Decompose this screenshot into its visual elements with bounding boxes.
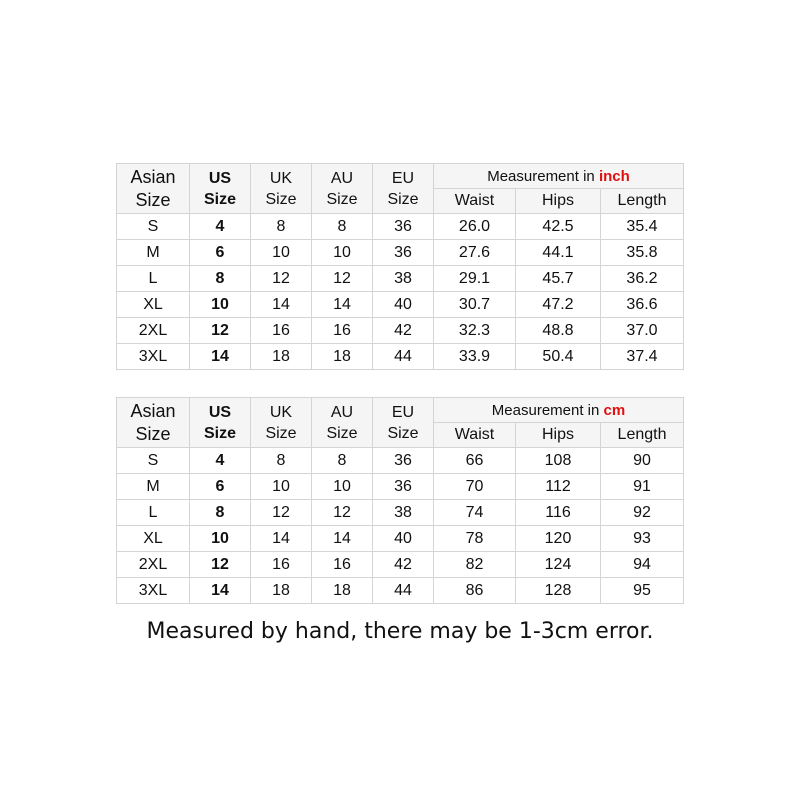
cell-uk-size: 8	[251, 214, 312, 240]
cell-eu-size: 40	[373, 526, 434, 552]
cell-uk-size: 18	[251, 344, 312, 370]
cell-length: 36.6	[601, 292, 684, 318]
cell-au-size: 8	[312, 214, 373, 240]
cell-length: 91	[601, 474, 684, 500]
cell-hips: 48.8	[516, 318, 601, 344]
cell-eu-size: 38	[373, 500, 434, 526]
cell-length: 92	[601, 500, 684, 526]
header-hips: Hips	[516, 189, 601, 214]
table-body	[117, 214, 684, 370]
table-row	[117, 240, 684, 266]
cell-uk-size: 12	[251, 500, 312, 526]
cell-eu-size: 44	[373, 344, 434, 370]
cell-eu-size: 44	[373, 578, 434, 604]
cell-hips: 112	[516, 474, 601, 500]
header-au-size: AU Size	[312, 164, 373, 214]
cell-uk-size: 16	[251, 318, 312, 344]
cell-hips: 50.4	[516, 344, 601, 370]
header-waist: Waist	[434, 423, 516, 448]
table-body	[117, 448, 684, 604]
header-measurement-inch: Measurement in inch	[434, 164, 684, 189]
cell-au-size: 12	[312, 266, 373, 292]
cell-us-size: 4	[190, 214, 251, 240]
cell-au-size: 12	[312, 500, 373, 526]
cell-asian-size: XL	[117, 292, 190, 318]
unit-label: cm	[603, 401, 626, 419]
table-row	[117, 578, 684, 604]
cell-us-size: 14	[190, 578, 251, 604]
cell-eu-size: 38	[373, 266, 434, 292]
cell-us-size: 12	[190, 318, 251, 344]
cell-waist: 82	[434, 552, 516, 578]
cell-waist: 74	[434, 500, 516, 526]
cell-au-size: 14	[312, 292, 373, 318]
cell-uk-size: 10	[251, 240, 312, 266]
cell-us-size: 8	[190, 500, 251, 526]
size-table-cm	[116, 397, 684, 604]
cell-waist: 26.0	[434, 214, 516, 240]
cell-hips: 47.2	[516, 292, 601, 318]
header-uk-size: UK Size	[251, 398, 312, 448]
cell-uk-size: 16	[251, 552, 312, 578]
cell-waist: 86	[434, 578, 516, 604]
table-row	[117, 214, 684, 240]
cell-eu-size: 42	[373, 318, 434, 344]
cell-asian-size: 2XL	[117, 318, 190, 344]
header-length: Length	[601, 189, 684, 214]
cell-uk-size: 10	[251, 474, 312, 500]
cell-eu-size: 36	[373, 474, 434, 500]
table-row	[117, 318, 684, 344]
cell-eu-size: 42	[373, 552, 434, 578]
table-row	[117, 500, 684, 526]
table-row	[117, 474, 684, 500]
cell-length: 90	[601, 448, 684, 474]
cell-hips: 124	[516, 552, 601, 578]
cell-asian-size: L	[117, 500, 190, 526]
cell-length: 94	[601, 552, 684, 578]
header-au-size: AU Size	[312, 398, 373, 448]
table-row	[117, 292, 684, 318]
cell-uk-size: 8	[251, 448, 312, 474]
header-us-size: US Size	[190, 398, 251, 448]
cell-us-size: 6	[190, 474, 251, 500]
cell-length: 36.2	[601, 266, 684, 292]
header-waist: Waist	[434, 189, 516, 214]
cell-us-size: 14	[190, 344, 251, 370]
header-us-size: US Size	[190, 164, 251, 214]
cell-hips: 120	[516, 526, 601, 552]
header-asian-size: Asian Size	[117, 164, 190, 214]
table-row	[117, 526, 684, 552]
table-row	[117, 552, 684, 578]
cell-au-size: 10	[312, 240, 373, 266]
cell-length: 95	[601, 578, 684, 604]
cell-hips: 45.7	[516, 266, 601, 292]
cell-waist: 32.3	[434, 318, 516, 344]
cell-uk-size: 12	[251, 266, 312, 292]
cell-asian-size: S	[117, 448, 190, 474]
cell-hips: 108	[516, 448, 601, 474]
cell-asian-size: 3XL	[117, 578, 190, 604]
cell-length: 35.4	[601, 214, 684, 240]
cell-asian-size: 3XL	[117, 344, 190, 370]
cell-au-size: 18	[312, 344, 373, 370]
cell-au-size: 16	[312, 552, 373, 578]
cell-asian-size: S	[117, 214, 190, 240]
cell-hips: 44.1	[516, 240, 601, 266]
cell-us-size: 6	[190, 240, 251, 266]
cell-asian-size: M	[117, 240, 190, 266]
header-length: Length	[601, 423, 684, 448]
cell-eu-size: 40	[373, 292, 434, 318]
header-measurement-cm: Measurement in cm	[434, 398, 684, 423]
table-row	[117, 266, 684, 292]
cell-waist: 78	[434, 526, 516, 552]
cell-us-size: 8	[190, 266, 251, 292]
table-row	[117, 448, 684, 474]
cell-length: 93	[601, 526, 684, 552]
cell-us-size: 4	[190, 448, 251, 474]
cell-length: 35.8	[601, 240, 684, 266]
cell-waist: 29.1	[434, 266, 516, 292]
cell-asian-size: L	[117, 266, 190, 292]
cell-uk-size: 14	[251, 526, 312, 552]
cell-length: 37.4	[601, 344, 684, 370]
size-table-inch	[116, 163, 684, 370]
cell-waist: 33.9	[434, 344, 516, 370]
header-eu-size: EU Size	[373, 398, 434, 448]
cell-waist: 66	[434, 448, 516, 474]
cell-waist: 30.7	[434, 292, 516, 318]
measurement-disclaimer: Measured by hand, there may be 1-3cm error.	[146, 619, 654, 644]
header-uk-size: UK Size	[251, 164, 312, 214]
cell-au-size: 8	[312, 448, 373, 474]
cell-uk-size: 18	[251, 578, 312, 604]
cell-length: 37.0	[601, 318, 684, 344]
table-row	[117, 344, 684, 370]
header-hips: Hips	[516, 423, 601, 448]
cell-asian-size: 2XL	[117, 552, 190, 578]
cell-us-size: 12	[190, 552, 251, 578]
cell-hips: 128	[516, 578, 601, 604]
cell-au-size: 14	[312, 526, 373, 552]
cell-us-size: 10	[190, 526, 251, 552]
cell-au-size: 10	[312, 474, 373, 500]
cell-us-size: 10	[190, 292, 251, 318]
header-asian-size: Asian Size	[117, 398, 190, 448]
unit-label: inch	[598, 167, 630, 185]
cell-waist: 27.6	[434, 240, 516, 266]
cell-hips: 42.5	[516, 214, 601, 240]
cell-hips: 116	[516, 500, 601, 526]
cell-waist: 70	[434, 474, 516, 500]
cell-eu-size: 36	[373, 448, 434, 474]
cell-asian-size: M	[117, 474, 190, 500]
cell-au-size: 18	[312, 578, 373, 604]
cell-asian-size: XL	[117, 526, 190, 552]
cell-eu-size: 36	[373, 214, 434, 240]
cell-au-size: 16	[312, 318, 373, 344]
header-eu-size: EU Size	[373, 164, 434, 214]
cell-uk-size: 14	[251, 292, 312, 318]
cell-eu-size: 36	[373, 240, 434, 266]
